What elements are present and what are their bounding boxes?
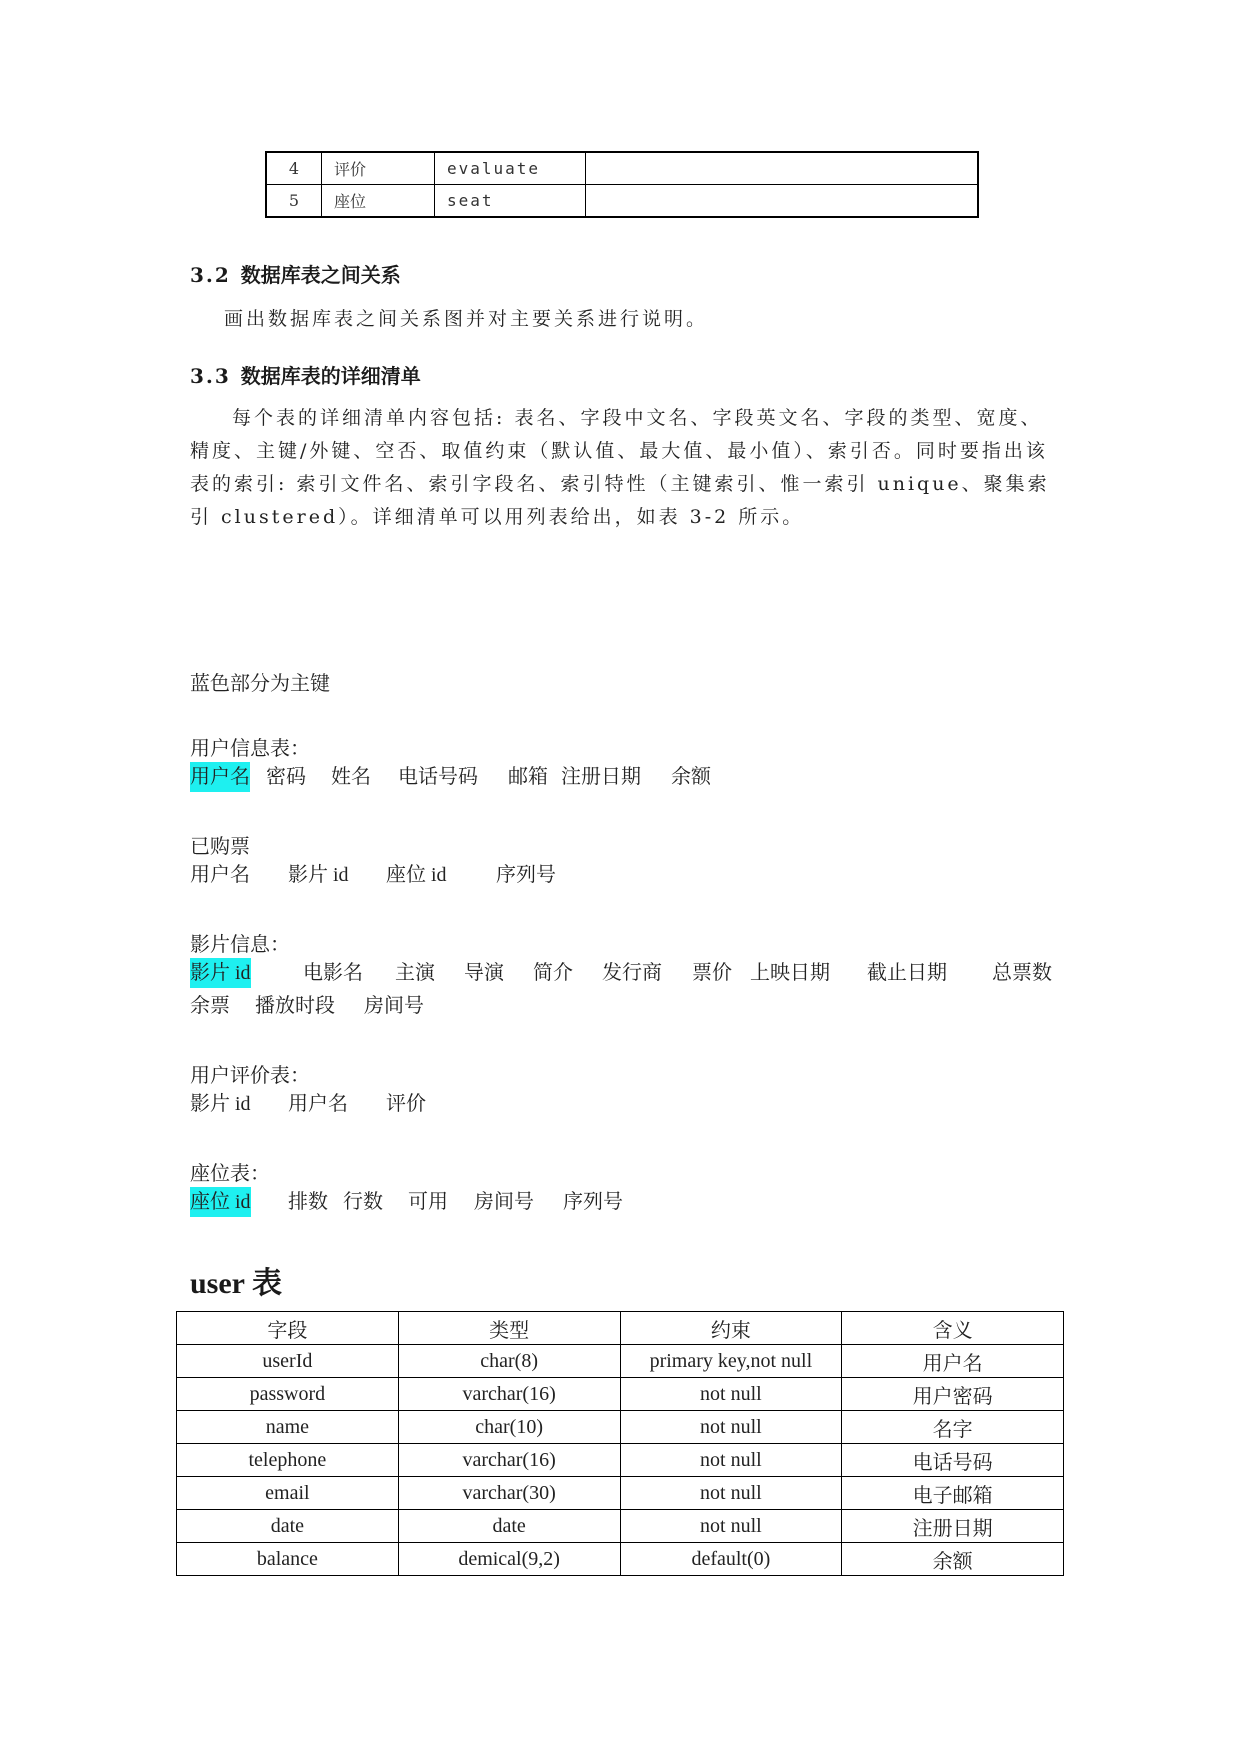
field-meaning: 电子邮箱 bbox=[842, 1477, 1064, 1510]
field: 序列号 bbox=[563, 1191, 623, 1213]
field-meaning: 用户名 bbox=[842, 1345, 1064, 1378]
field: 总票数 bbox=[992, 962, 1052, 984]
table-header-row bbox=[177, 1312, 1064, 1345]
field-type: varchar(16) bbox=[398, 1378, 620, 1411]
section-3-2-heading bbox=[190, 259, 401, 288]
primary-key-field: 座位 id bbox=[190, 1187, 251, 1217]
chinese-name: 座位 bbox=[322, 185, 435, 218]
field-meaning: 用户密码 bbox=[842, 1378, 1064, 1411]
english-name: seat bbox=[435, 185, 586, 218]
section-3-3-heading bbox=[190, 360, 421, 389]
field-type: date bbox=[398, 1510, 620, 1543]
column-header: 约束 bbox=[620, 1312, 842, 1345]
table-row bbox=[177, 1543, 1064, 1576]
table-row bbox=[177, 1411, 1064, 1444]
field-name: balance bbox=[177, 1543, 399, 1576]
field: 上映日期 bbox=[750, 962, 830, 984]
note-cell bbox=[586, 152, 979, 185]
entity-title-user-info: 用户信息表： bbox=[190, 738, 310, 760]
field: 简介 bbox=[533, 962, 573, 984]
field: 排数 bbox=[288, 1191, 328, 1213]
field: 余票 bbox=[190, 995, 230, 1017]
field: 行数 bbox=[343, 1191, 383, 1213]
row-number: 4 bbox=[266, 152, 322, 185]
section-number: 3.2 bbox=[190, 263, 231, 287]
column-header: 含义 bbox=[842, 1312, 1064, 1345]
primary-key-field: 用户名 bbox=[190, 864, 250, 886]
field-constraint: not null bbox=[620, 1444, 842, 1477]
table-row bbox=[177, 1477, 1064, 1510]
field: 评价 bbox=[386, 1093, 426, 1115]
field-name: name bbox=[177, 1411, 399, 1444]
section-3-3-body: 每个表的详细清单内容包括: 表名、字段中文名、字段英文名、字段的类型、宽度、精度、主键/外键、空否、取值约束（默认值、最大值、最小值）、索引否。同时要指出该表的索引: 索引文件名、索引字段名、索引特性（主键索引、惟一索引 unique、聚集索引 clustered）。详细清单可以用列表给出，如表 3-2 所示。 bbox=[190, 407, 1050, 528]
field-type: varchar(30) bbox=[398, 1477, 620, 1510]
field: 密码 bbox=[266, 766, 306, 788]
field: 发行商 bbox=[602, 962, 662, 984]
field-constraint: not null bbox=[620, 1411, 842, 1444]
field: 截止日期 bbox=[867, 962, 947, 984]
section-title: 数据库表的详细清单 bbox=[240, 364, 421, 388]
field-type: char(8) bbox=[398, 1345, 620, 1378]
note-cell bbox=[586, 185, 979, 218]
column-header: 字段 bbox=[177, 1312, 399, 1345]
field-type: char(10) bbox=[398, 1411, 620, 1444]
entity-title-purchased: 已购票 bbox=[190, 836, 250, 858]
section-title: 数据库表之间关系 bbox=[240, 263, 401, 287]
primary-key-field: 座位 id bbox=[386, 864, 447, 886]
entity-title-movie-info: 影片信息： bbox=[190, 934, 290, 956]
field-constraint: not null bbox=[620, 1477, 842, 1510]
field-type: demical(9,2) bbox=[398, 1543, 620, 1576]
chinese-name: 评价 bbox=[322, 152, 435, 185]
primary-key-field: 用户名 bbox=[190, 762, 250, 792]
table-row bbox=[266, 185, 978, 218]
primary-key-field: 影片 id bbox=[190, 1093, 251, 1115]
english-name: evaluate bbox=[435, 152, 586, 185]
field-type: varchar(16) bbox=[398, 1444, 620, 1477]
field-name: telephone bbox=[177, 1444, 399, 1477]
field-name: email bbox=[177, 1477, 399, 1510]
field-constraint: not null bbox=[620, 1510, 842, 1543]
column-header: 类型 bbox=[398, 1312, 620, 1345]
row-number: 5 bbox=[266, 185, 322, 218]
table-row bbox=[177, 1378, 1064, 1411]
field-meaning: 余额 bbox=[842, 1543, 1064, 1576]
field: 电话号码 bbox=[398, 766, 478, 788]
field: 余额 bbox=[671, 766, 711, 788]
field: 票价 bbox=[692, 962, 732, 984]
entity-title-seat: 座位表： bbox=[190, 1163, 270, 1185]
field-name: userId bbox=[177, 1345, 399, 1378]
section-number: 3.3 bbox=[190, 364, 231, 388]
field: 注册日期 bbox=[561, 766, 641, 788]
field: 导演 bbox=[464, 962, 504, 984]
field-constraint: default(0) bbox=[620, 1543, 842, 1576]
field: 房间号 bbox=[474, 1191, 534, 1213]
section-3-2-body: 画出数据库表之间关系图并对主要关系进行说明。 bbox=[224, 308, 709, 330]
user-table-title: user 表 bbox=[190, 1267, 282, 1300]
field: 序列号 bbox=[496, 864, 556, 886]
field-name: password bbox=[177, 1378, 399, 1411]
primary-key-field: 影片 id bbox=[288, 864, 349, 886]
table-row bbox=[266, 152, 978, 185]
field-constraint: not null bbox=[620, 1378, 842, 1411]
field: 房间号 bbox=[364, 995, 424, 1017]
field: 邮箱 bbox=[508, 766, 548, 788]
field: 播放时段 bbox=[255, 995, 335, 1017]
primary-key-field: 影片 id bbox=[190, 958, 251, 988]
field-name: date bbox=[177, 1510, 399, 1543]
field: 可用 bbox=[408, 1191, 448, 1213]
table-row bbox=[177, 1510, 1064, 1543]
field-meaning: 注册日期 bbox=[842, 1510, 1064, 1543]
table-row bbox=[177, 1345, 1064, 1378]
field: 电影名 bbox=[303, 962, 363, 984]
entity-title-user-review: 用户评价表： bbox=[190, 1065, 310, 1087]
field-meaning: 名字 bbox=[842, 1411, 1064, 1444]
field-meaning: 电话号码 bbox=[842, 1444, 1064, 1477]
field-constraint: primary key,not null bbox=[620, 1345, 842, 1378]
entity-list-table bbox=[265, 151, 979, 218]
primary-key-note: 蓝色部分为主键 bbox=[190, 673, 330, 695]
field: 姓名 bbox=[331, 766, 371, 788]
field: 主演 bbox=[395, 962, 435, 984]
user-table bbox=[176, 1311, 1064, 1576]
table-row bbox=[177, 1444, 1064, 1477]
primary-key-field: 用户名 bbox=[288, 1093, 348, 1115]
